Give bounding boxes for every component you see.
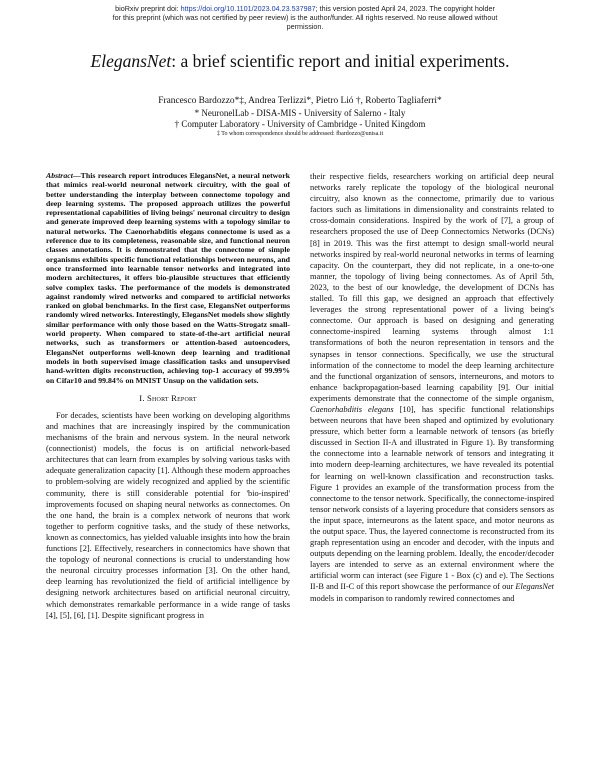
author-list: Francesco Bardozzo*‡, Andrea Terlizzi*, Pietro Lió †, Roberto Tagliaferri* [158, 96, 442, 106]
intro-paragraph-left: For decades, scientists have been working on developing algorithms and machines that are increasingly inspired by the communication mechanisms of the brain and nervous system. In the neural network (connectionist) models, the focus is on artificial network-based architectures that can learn from examples by solving various tasks with adequate generalization capacity [1]. Although these modern approaches to problem-solving are widely recognized and applied by the scientific community, there is still considerable potential for 'bio-inspired' improvements focused on shaping neural networks as connectomes. On the one hand, the brain is a complex network of neurons that work together to perform cognitive tasks, and the study of these networks, known as connectomics, has yielded valuable insights into how the brain functions [2]. Effectively, researchers in connectomics have shown that the topology of neuronal connections is crucial to understanding how the neuronal circuitry processes information [3]. On the other hand, deep learning has revolutionized the field of artificial intelligence by designing network architectures based on artificial neuronal circuitry, which demonstrates remarkable performance in a wide range of tasks [4], [5], [6], [1]. Despite significant progress in [46, 410, 290, 620]
preprint-banner [110, 4, 500, 31]
banner-suffix: ; this version posted April 24, 2023. The copyright holder for this preprint (which was not certified by peer review) is the author/funder. All rights reserved. No reuse allowed without permission. [112, 4, 498, 31]
title-name: ElegansNet [90, 51, 172, 71]
affiliation-cambridge: † Computer Laboratory - University of Cambridge - United Kingdom [174, 119, 426, 129]
left-column [46, 171, 290, 621]
abstract-text: —This research report introduces ElegansNet, a neural network that mimics real-world neuronal network circuitry, with the goal of better understanding the interplay between connectome topology and deep learning systems. The proposed approach utilizes the powerful representational capabilities of living beings' neuronal circuitry to design and generate improved deep learning systems with a topology similar to natural networks. The Caenorhabditis elegans connectome is used as a reference due to its completeness, reasonable size, and functional neuron classes annotations. It is demonstrated that the connectome of simple organisms exhibits specific functional relationships between neurons, and once transformed into learnable tensor networks and integrated into modern architectures, it offers bio-plausible structures that efficiently solve complex tasks. The performance of the models is demonstrated against randomly wired networks and compared to artificial networks ranked on global benchmarks. In the first case, ElegansNet outperforms randomly wired networks. Interestingly, ElegansNet models show slightly similar performance with only those based on the Watts-Strogatz small-world property. When compared to state-of-the-art artificial neural networks, such as transformers or attention-based autoencoders, ElegansNet outperforms well-known deep learning and traditional models in both supervised image classification tasks and unsupervised hand-written digits reconstruction, achieving top-1 accuracy of 99.99% on Cifar10 and 99.84% on MNIST Unsup on the validation sets. [46, 171, 290, 385]
intro-paragraph-right [310, 171, 554, 604]
abstract-label: Abstract [46, 171, 73, 180]
paper-title [0, 50, 600, 72]
right-text-part-3: models in comparison to randomly rewired connectomes and [310, 593, 515, 603]
abstract [46, 171, 290, 385]
affiliation-salerno: * NeuronelLab - DISA-MIS - University of Salerno - Italy [194, 108, 406, 118]
model-name: ElegansNet [515, 582, 554, 592]
title-rest: : a brief scientific report and initial experiments. [171, 51, 510, 71]
section-heading-short-report: I. Short Report [139, 392, 197, 403]
right-text-part-2: [10], has specific functional relationships between neurons that have been shaped and optimized by evolutionary pressure, which better form a learnable network of tensors (as briefly discussed in Section II-A and illustrated in Figure 1). By transforming the connectome into a learnable network of tensors and integrating it into modern deep-learning architectures, we have revealed its potential for learning on well-known classification and reconstruction tasks. Figure 1 provides an example of the transformation process from the connectome to the tensor network. Specifically, the connectome-inspired tensor network consists of a layering procedure that considers sensors as the input space, interneurons as the latent space, and motor neurons as the output space. Thus, the layered connectome is reconstructed from its graph representation using an encoder and decoder, with the inputs and outputs depending on the learning problem. Ideally, the encoder/decoder layers are intended to serve as an external environment where the artificial worm can interact (see Figure 1 - Box (c) and e). The Sections II-B and II-C of this report showcase the performance of our [310, 404, 554, 592]
doi-link[interactable]: https://doi.org/10.1101/2023.04.23.537987 [180, 4, 316, 13]
banner-prefix: bioRxiv preprint doi: [115, 4, 181, 13]
right-text-part-1: their respective fields, researchers working on artificial deep neural networks rarely replicate the topology of the biological neuronal circuitry, also known as the connectome, primarily due to various factors such as limitations in dimensionality and constraints related to cross-domain considerations. Inspired by the work of [7], a group of researchers proposed the use of Deep Connectomics Networks (DCNs) [8] in 2019. This was the first attempt to design small-world neural networks inspired by real-world neuronal networks in terms of learning capacity. On the counterpart, they did not replicate, in a one-to-one manner, the topology of living being connectomes. As of April 5th, 2023, to the best of our knowledge, the development of DCNs has stalled. To fill this gap, we designed an approach that effectively leverages the strong representational power of a living being's connectome. Our approach is based on designing and generating connectome-inspired learning systems through almost 1:1 transformations of both the neuron representation in tensors and the synapses in tensor connections. Specifically, we use the structural information of the connectome to model the deep learning architecture and the functional organization of sensors, interneurons, and motors to enhance backpropagation-based learning capability [9]. Our initial experiments demonstrate that the connectome of the simple organism, [310, 172, 554, 403]
species-name: Caenorhabditis elegans [310, 404, 394, 414]
right-column [310, 171, 554, 604]
correspondence-note: ‡ To whom correspondence should be addressed: fbardozzo@unisa.it [216, 131, 384, 137]
